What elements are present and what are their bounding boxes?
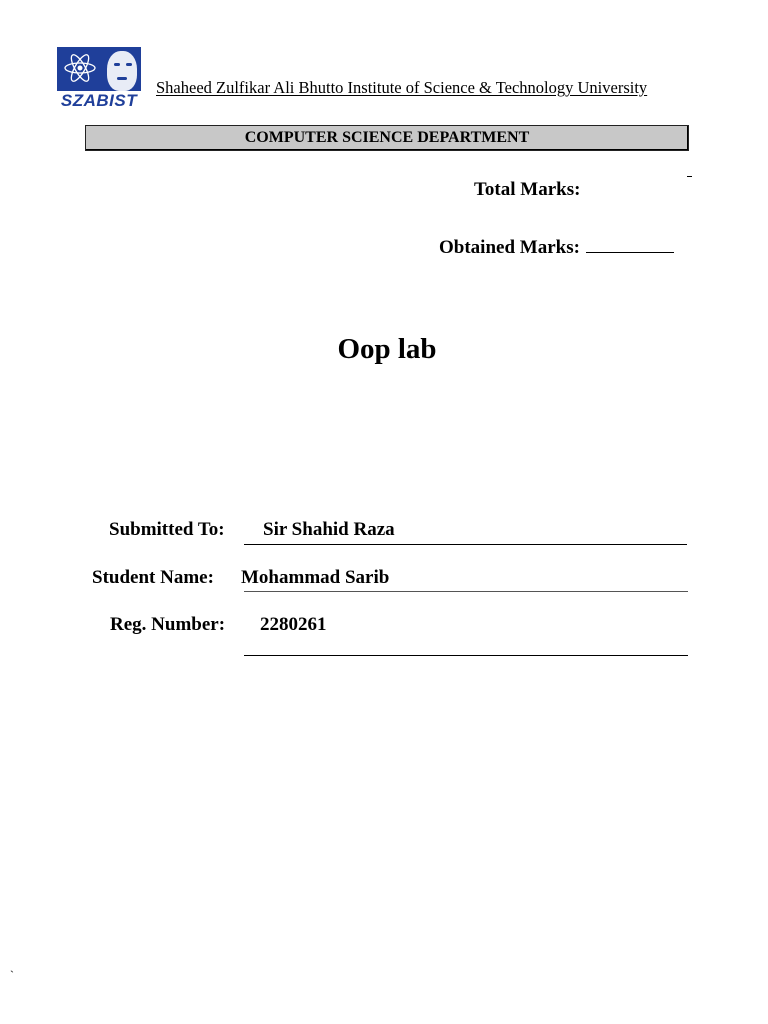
obtained-marks-label: Obtained Marks: bbox=[439, 237, 580, 258]
submitted-to-line bbox=[244, 544, 687, 545]
submitted-to-value: Sir Shahid Raza bbox=[263, 519, 395, 540]
stray-dash bbox=[687, 176, 692, 177]
student-name-label: Student Name: bbox=[92, 567, 214, 588]
logo-emblem bbox=[57, 47, 141, 91]
total-marks-label: Total Marks: bbox=[474, 179, 581, 200]
reg-number-line bbox=[244, 655, 688, 656]
university-name: Shaheed Zulfikar Ali Bhutto Institute of Science & Technology University bbox=[156, 78, 648, 97]
student-name-value: Mohammad Sarib bbox=[241, 567, 390, 588]
atom-icon bbox=[63, 51, 97, 85]
obtained-marks bbox=[439, 234, 674, 259]
obtained-marks-blank bbox=[586, 234, 674, 253]
portrait-icon bbox=[107, 51, 137, 91]
total-marks bbox=[474, 179, 580, 201]
student-name-line bbox=[244, 591, 688, 592]
logo-text: SZABIST bbox=[60, 91, 138, 110]
document-title: Oop lab bbox=[337, 333, 437, 365]
department-banner: COMPUTER SCIENCE DEPARTMENT bbox=[85, 125, 689, 151]
reg-number-label: Reg. Number: bbox=[110, 614, 226, 635]
stray-mark: ` bbox=[10, 968, 14, 982]
university-logo bbox=[55, 45, 143, 111]
submitted-to-label: Submitted To: bbox=[109, 519, 225, 540]
reg-number-value: 2280261 bbox=[260, 614, 327, 635]
